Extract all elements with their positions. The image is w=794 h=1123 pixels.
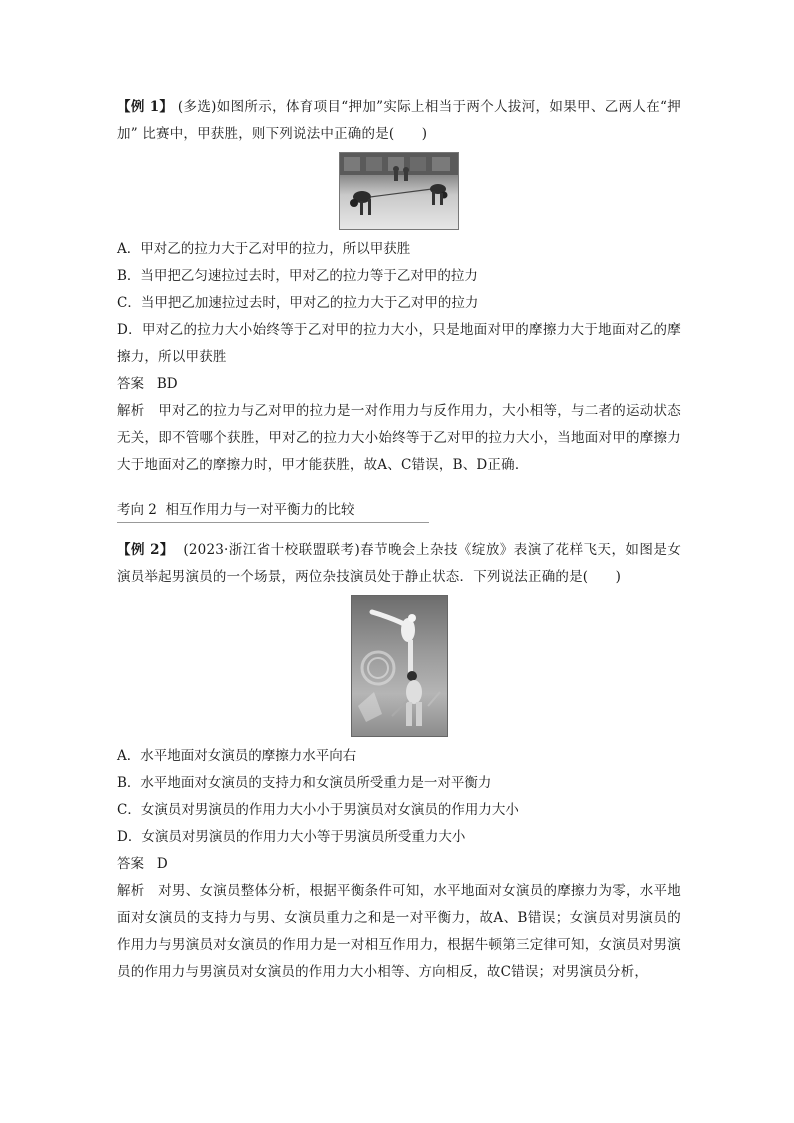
acrobatics-illustration (352, 596, 447, 736)
example-2-question (117, 537, 681, 591)
example-2-option-c: C．女演员对男演员的作用力大小小于男演员对女演员的作用力大小 (117, 802, 519, 818)
example-1-question (117, 94, 681, 148)
example-2-figure-wrap (117, 595, 681, 737)
example-1-option-d: D．甲对乙的拉力大小始终等于乙对甲的拉力大小，只是地面对甲的摩擦力大于地面对乙的摩擦力，所以甲获胜 (117, 322, 681, 365)
example-1-analysis (117, 398, 681, 479)
example-2-option-d: D．女演员对男演员的作用力大小等于男演员所受重力大小 (117, 829, 466, 845)
section-title: 相互作用力与一对平衡力的比较 (165, 502, 355, 518)
example-2-tag: 【例 2】 (117, 542, 174, 558)
acrobatics-photo (351, 595, 448, 737)
example-2-answer-label: 答案 (117, 856, 144, 872)
example-2-analysis-label: 解析 (117, 883, 145, 899)
example-2-text: (2023·浙江省十校联盟联考)春节晚会上杂技《绽放》表演了花样飞天，如图是女演员举起男演员的一个场景，两位杂技演员处于静止状态．下列说法正确的是( ) (117, 542, 682, 585)
section-heading (117, 499, 429, 523)
example-1-text: (多选)如图所示，体育项目“押加”实际上相当于两个人拔河，如果甲、乙两人在“押加” 比赛中，甲获胜，则下列说法中正确的是( ) (117, 99, 681, 142)
example-1-answer-value: BD (156, 376, 178, 392)
example-2-analysis-text: 对男、女演员整体分析，根据平衡条件可知，水平地面对女演员的摩擦力为零，水平地面对女演员的支持力与男、女演员重力之和是一对平衡力，故A、B错误；女演员对男演员的作用力与男演员对女演员的作用力是一对相互作用力，根据牛顿第三定律可知，女演员对男演员的作用力与男演员对女演员的作用力大小相等、方向相反，故C错误；对男演员分析， (117, 883, 681, 980)
example-1-analysis-label: 解析 (117, 403, 145, 419)
section-label: 考向 2 (117, 502, 157, 518)
example-1-answer (117, 371, 681, 398)
example-2-option-b: B．水平地面对女演员的支持力和女演员所受重力是一对平衡力 (117, 775, 492, 791)
document-page (117, 94, 681, 986)
example-1-option-c: C．当甲把乙加速拉过去时，甲对乙的拉力大于乙对甲的拉力 (117, 295, 479, 311)
example-1-option-b: B．当甲把乙匀速拉过去时，甲对乙的拉力等于乙对甲的拉力 (117, 268, 478, 284)
example-1-tag: 【例 1】 (117, 99, 174, 115)
example-2-analysis (117, 878, 681, 986)
example-2-answer-value: D (156, 856, 168, 872)
example-1-analysis-text: 甲对乙的拉力与乙对甲的拉力是一对作用力与反作用力，大小相等，与二者的运动状态无关，即不管哪个获胜，甲对乙的拉力大小始终等于乙对甲的拉力大小，当地面对甲的摩擦力大于地面对乙的摩擦力时，甲才能获胜，故A、C错误，B、D正确． (117, 403, 681, 473)
example-1-answer-label: 答案 (117, 376, 144, 392)
tug-of-war-illustration (340, 153, 458, 229)
example-1-option-a: A．甲对乙的拉力大于乙对甲的拉力，所以甲获胜 (117, 241, 411, 257)
example-2-answer (117, 851, 681, 878)
example-1-figure-wrap (117, 152, 681, 230)
tug-of-war-photo (339, 152, 459, 230)
example-2-option-a: A．水平地面对女演员的摩擦力水平向右 (117, 748, 357, 764)
